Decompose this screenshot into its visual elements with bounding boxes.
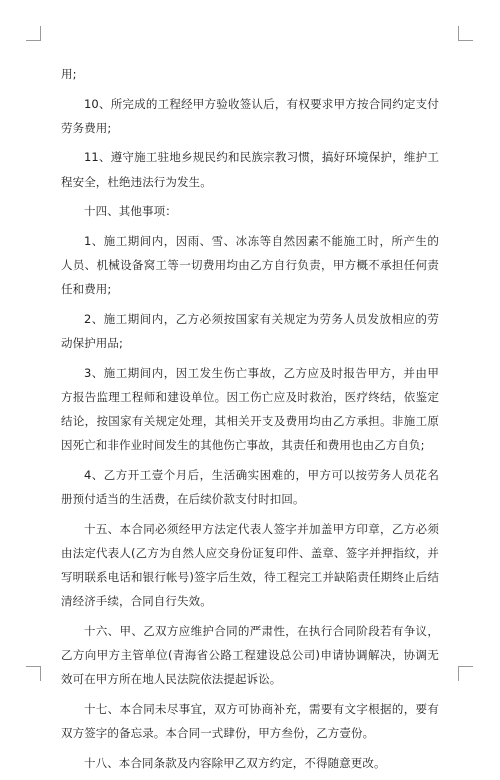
crop-mark-bottom-left xyxy=(26,666,41,681)
crop-mark-top-right xyxy=(458,26,473,41)
section-16: 十六、甲、乙双方应维护合同的严肃性，在执行合同阶段若有争议，乙方向甲方主管单位(青海省公路工程建设总公司)申请协调解决，协调无效可在甲方所在地人民法院依法提起诉讼。 xyxy=(61,623,439,687)
paragraph-item-3: 3、施工期间内，因工发生伤亡事故，乙方应及时报告甲方，并由甲方报告监理工程师和建设单位。因工伤亡应及时救治，医疗终结，依鉴定结论，按国家有关规定处理，其相关开支及费用均由乙方承担。非施工原因死亡和非作业时间发生的其他伤亡事故，其责任和费用也由乙方自负; xyxy=(61,365,439,453)
crop-mark-bottom-right xyxy=(458,666,473,681)
paragraph-item-1: 1、施工期间内，因雨、雪、冰冻等自然因素不能施工时，所产生的人员、机械设备窝工等一切费用均由乙方自行负责，甲方概不承担任何责任和费用; xyxy=(61,233,439,297)
paragraph-item-4: 4、乙方开工壹个月后，生活确实困难的，甲方可以按劳务人员花名册预付适当的生活费，在后续价款支付时扣回。 xyxy=(61,467,439,506)
paragraph-item-2: 2、施工期间内，乙方必须按国家有关规定为劳务人员发放相应的劳动保护用品; xyxy=(61,311,439,350)
paragraph-item-10: 10、所完成的工程经甲方验收签认后，有权要求甲方按合同约定支付劳务费用; xyxy=(61,96,439,135)
document-page xyxy=(61,62,439,780)
paragraph-continuation: 用; xyxy=(61,67,77,81)
section-17: 十七、本合同未尽事宜，双方可协商补充，需要有文字根据的，要有双方签字的备忘录。本合同一式肆份，甲方叁份，乙方壹份。 xyxy=(61,701,439,740)
paragraph-item-11: 11、遵守施工驻地乡规民约和民族宗教习惯，搞好环境保护，维护工程安全，杜绝违法行为发生。 xyxy=(61,150,439,189)
crop-mark-top-left xyxy=(26,26,41,41)
section-heading-14: 十四、其他事项： xyxy=(84,204,177,219)
section-15: 十五、本合同必须经甲方法定代表人签字并加盖甲方印章，乙方必须由法定代表人(乙方为自然人应交身份证复印件、盖章、签字并押指纹，并写明联系电话和银行帐号)签字后生效，待工程完工并缺陷责任期终止后结清经济手续，合同自行失效。 xyxy=(61,521,439,609)
section-18: 十八、本合同条款及内容除甲乙双方约定，不得随意更改。 xyxy=(84,755,386,770)
